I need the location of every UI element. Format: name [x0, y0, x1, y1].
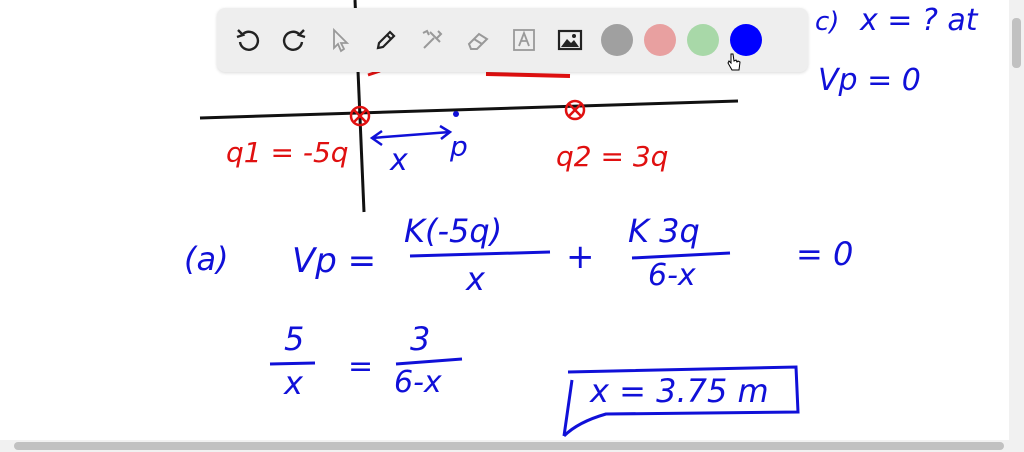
- pen-tool-button[interactable]: [367, 21, 405, 59]
- image-tool-button[interactable]: [551, 21, 589, 59]
- plus-sign: +: [566, 237, 595, 277]
- red-mark: [486, 74, 570, 76]
- ratio-left-numerator: 5: [284, 320, 305, 358]
- given-text: x = ? at: [860, 3, 978, 38]
- undo-icon: [235, 27, 261, 53]
- redo-icon: [281, 27, 307, 53]
- tools-button[interactable]: [413, 21, 451, 59]
- answer-text: x = 3.75 m: [590, 372, 769, 410]
- point-p-dot: [453, 111, 459, 117]
- color-swatch-gray[interactable]: [601, 24, 633, 56]
- given-prefix: c): [815, 7, 840, 37]
- charge1-label: q1 = -5q: [226, 136, 349, 169]
- equation-rhs: = 0: [796, 235, 854, 273]
- fraction2-numerator: K 3q: [628, 212, 700, 250]
- eraser-icon: [465, 27, 491, 53]
- color-swatch-red[interactable]: [644, 24, 676, 56]
- redo-button[interactable]: [275, 21, 313, 59]
- fraction2-denominator: 6-x: [648, 258, 696, 293]
- image-icon: [557, 27, 583, 53]
- x-axis-line: [200, 101, 738, 118]
- drawing-toolbar: [217, 8, 808, 72]
- fraction1-denominator: x: [466, 260, 485, 298]
- eraser-tool-button[interactable]: [459, 21, 497, 59]
- ratio-left-denominator: x: [284, 364, 303, 402]
- point-label: p: [450, 130, 468, 163]
- ratio-right-denominator: 6-x: [394, 365, 442, 400]
- text-icon: [511, 27, 537, 53]
- select-tool-button[interactable]: [321, 21, 359, 59]
- fraction1-bar: [410, 252, 550, 256]
- part-label: (a): [184, 240, 229, 278]
- vertical-scrollbar-thumb[interactable]: [1012, 18, 1021, 68]
- ratio-equals: =: [348, 349, 374, 384]
- charge-q2-marker: [566, 101, 584, 119]
- distance-label: x: [390, 143, 408, 178]
- hand-cursor-icon: [726, 52, 742, 72]
- charge2-label: q2 = 3q: [556, 140, 669, 173]
- vertical-scrollbar[interactable]: [1009, 0, 1024, 440]
- text-tool-button[interactable]: [505, 21, 543, 59]
- fraction1-numerator: K(-5q): [404, 212, 503, 250]
- ratio-right-numerator: 3: [410, 320, 431, 358]
- horizontal-scrollbar-thumb[interactable]: [14, 442, 1004, 450]
- pen-icon: [373, 27, 399, 53]
- equation-lhs: Vp =: [292, 241, 377, 281]
- color-swatch-green[interactable]: [687, 24, 719, 56]
- undo-button[interactable]: [229, 21, 267, 59]
- horizontal-scrollbar[interactable]: [0, 440, 1024, 452]
- answer-box-edge: [564, 380, 572, 436]
- tools-icon: [419, 27, 445, 53]
- condition-text: Vp = 0: [818, 63, 921, 98]
- pointer-icon: [327, 27, 353, 53]
- distance-arrow: [372, 126, 450, 145]
- ratio-right-bar: [396, 359, 462, 364]
